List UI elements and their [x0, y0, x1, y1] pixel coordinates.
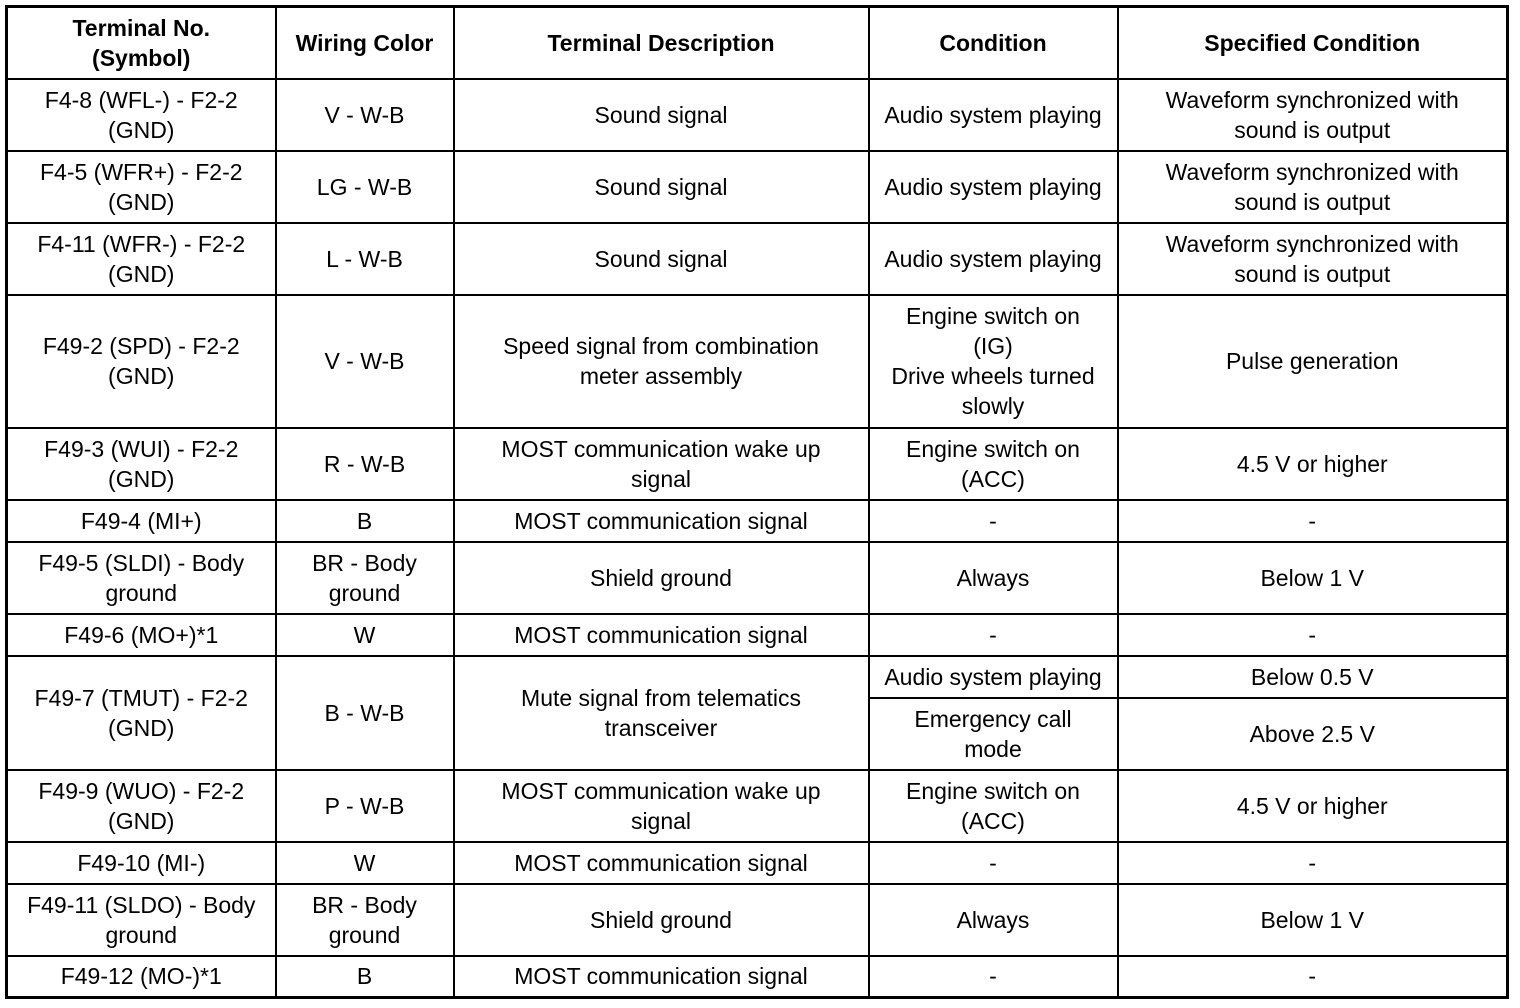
- cell-text: (GND): [108, 188, 175, 215]
- cell-text: Audio system playing: [884, 245, 1102, 272]
- header-row: [7, 7, 1508, 79]
- wiring-color-cell: [276, 956, 454, 998]
- terminal-cell: [7, 79, 276, 151]
- wiring-color-cell: [276, 770, 454, 842]
- table-row: [7, 542, 1508, 614]
- cell-text: F4-5 (WFR+) - F2-2: [39, 158, 243, 185]
- table-row: [7, 956, 1508, 998]
- cell-text: Mute signal from telematics: [521, 684, 801, 711]
- terminal-description-cell: [454, 295, 869, 428]
- cell-text: ground: [105, 579, 178, 606]
- terminal-description-cell: [454, 500, 869, 542]
- specified-condition-cell: [1118, 500, 1508, 542]
- specified-condition-cell: [1118, 884, 1508, 956]
- cell-text: F49-9 (WUO) - F2-2: [38, 777, 245, 804]
- cell-text: Audio system playing: [884, 101, 1102, 128]
- condition-cell: [869, 151, 1118, 223]
- condition-cell: [869, 428, 1118, 500]
- wiring-color-cell: [276, 884, 454, 956]
- specified-condition-cell: [1118, 428, 1508, 500]
- cell-text: Audio system playing: [884, 173, 1102, 200]
- table-row: [7, 79, 1508, 151]
- specified-condition-cell: [1118, 295, 1508, 428]
- wiring-color-cell: [276, 428, 454, 500]
- wiring-color-cell: [276, 656, 454, 770]
- cell-text: (GND): [108, 714, 175, 741]
- table-row: [7, 842, 1508, 884]
- terminal-cell: [7, 151, 276, 223]
- cell-text: Emergency call: [914, 705, 1072, 732]
- cell-text: V - W-B: [324, 101, 405, 128]
- terminal-cell: [7, 428, 276, 500]
- wiring-color-cell: [276, 223, 454, 295]
- cell-text: B: [356, 507, 373, 534]
- table-row: [7, 884, 1508, 956]
- cell-text: Shield ground: [590, 906, 732, 933]
- terminal-description-cell: [454, 542, 869, 614]
- cell-text: BR - Body: [312, 549, 417, 576]
- cell-text: MOST communication signal: [514, 849, 808, 876]
- cell-text: F49-4 (MI+): [80, 507, 202, 534]
- cell-text: sound is output: [1234, 260, 1391, 287]
- cell-text: F4-11 (WFR-) - F2-2: [37, 230, 246, 257]
- specified-condition-cell: [1118, 542, 1508, 614]
- terminal-description-cell: [454, 956, 869, 998]
- cell-text: signal: [630, 465, 692, 492]
- terminal-description-cell: [454, 884, 869, 956]
- cell-text: (GND): [108, 807, 175, 834]
- cell-text: P - W-B: [324, 792, 405, 819]
- cell-text: -: [1308, 507, 1317, 534]
- condition-cell: [869, 698, 1118, 770]
- table-row: [7, 500, 1508, 542]
- cell-text: MOST communication wake up: [501, 435, 821, 462]
- cell-text: Engine switch on: [906, 303, 1080, 329]
- cell-text: slowly: [961, 393, 1025, 419]
- cell-text: Drive wheels turned: [891, 363, 1095, 389]
- cell-text: F49-2 (SPD) - F2-2: [42, 333, 240, 359]
- specified-condition-cell: [1118, 151, 1508, 223]
- wiring-color-cell: [276, 79, 454, 151]
- table-row: [7, 614, 1508, 656]
- cell-text: -: [989, 621, 997, 648]
- table-row: [7, 295, 1508, 428]
- cell-text: Waveform synchronized with: [1165, 230, 1459, 257]
- condition-cell: [869, 956, 1118, 998]
- condition-cell: [869, 614, 1118, 656]
- specified-condition-cell: [1118, 956, 1508, 998]
- condition-cell: [869, 295, 1118, 428]
- cell-text: Always: [956, 564, 1030, 591]
- terminal-description-cell: [454, 770, 869, 842]
- cell-text: MOST communication wake up: [501, 777, 821, 804]
- table-row: [7, 223, 1508, 295]
- cell-text: 4.5 V or higher: [1236, 792, 1388, 819]
- cell-text: W: [353, 849, 376, 876]
- cell-text: B - W-B: [324, 699, 405, 726]
- cell-text: Above 2.5 V: [1249, 720, 1375, 747]
- wiring-color-cell: [276, 614, 454, 656]
- cell-text: F49-3 (WUI) - F2-2: [44, 435, 239, 462]
- cell-text: signal: [630, 807, 692, 834]
- cell-text: W: [353, 621, 376, 648]
- cell-text: -: [989, 849, 997, 876]
- header-wiring-color: Wiring Color: [276, 7, 454, 79]
- cell-text: LG - W-B: [316, 173, 413, 200]
- terminal-description-cell: [454, 79, 869, 151]
- cell-text: (GND): [108, 116, 175, 143]
- cell-text: F49-5 (SLDI) - Body: [38, 549, 245, 576]
- cell-text: MOST communication signal: [514, 963, 808, 990]
- condition-cell: [869, 79, 1118, 151]
- table-row: [7, 656, 1508, 698]
- cell-text: (IG): [973, 333, 1013, 359]
- cell-text: -: [989, 507, 997, 534]
- cell-text: (GND): [108, 465, 175, 492]
- condition-cell: [869, 656, 1118, 698]
- cell-text: Below 0.5 V: [1250, 663, 1374, 690]
- cell-text: MOST communication signal: [514, 507, 808, 534]
- condition-cell: [869, 842, 1118, 884]
- cell-text: B: [356, 963, 373, 990]
- header-specified-condition: Specified Condition: [1118, 7, 1508, 79]
- terminal-description-cell: [454, 614, 869, 656]
- header-condition: Condition: [869, 7, 1118, 79]
- specified-condition-cell: [1118, 656, 1508, 698]
- terminal-description-cell: [454, 842, 869, 884]
- cell-text: Sound signal: [594, 245, 728, 272]
- cell-text: Sound signal: [594, 173, 728, 200]
- table-row: [7, 770, 1508, 842]
- terminal-cell: [7, 656, 276, 770]
- cell-text: (ACC): [961, 807, 1025, 834]
- specified-condition-cell: [1118, 223, 1508, 295]
- cell-text: -: [1308, 849, 1317, 876]
- terminal-table: [5, 5, 1509, 999]
- cell-text: meter assembly: [579, 363, 743, 389]
- cell-text: Below 1 V: [1260, 906, 1365, 933]
- wiring-color-cell: [276, 542, 454, 614]
- cell-text: 4.5 V or higher: [1236, 450, 1388, 477]
- cell-text: Speed signal from combination: [503, 333, 819, 359]
- condition-cell: [869, 542, 1118, 614]
- cell-text: mode: [964, 735, 1022, 762]
- cell-text: BR - Body: [312, 891, 417, 918]
- cell-text: F49-6 (MO+)*1: [64, 621, 219, 648]
- terminal-cell: [7, 770, 276, 842]
- terminal-cell: [7, 842, 276, 884]
- cell-text: L - W-B: [326, 245, 403, 272]
- cell-text: ground: [328, 579, 401, 606]
- wiring-color-cell: [276, 151, 454, 223]
- cell-text: Audio system playing: [884, 663, 1102, 690]
- cell-text: Sound signal: [594, 101, 728, 128]
- cell-text: Pulse generation: [1225, 348, 1399, 374]
- cell-text: F49-7 (TMUT) - F2-2: [34, 684, 248, 711]
- terminal-cell: [7, 542, 276, 614]
- terminal-cell: [7, 956, 276, 998]
- cell-text: V - W-B: [324, 348, 405, 374]
- cell-text: F49-11 (SLDO) - Body: [27, 891, 256, 918]
- terminal-cell: [7, 500, 276, 542]
- specified-condition-cell: [1118, 698, 1508, 770]
- cell-text: (GND): [108, 260, 175, 287]
- specified-condition-cell: [1118, 614, 1508, 656]
- cell-text: MOST communication signal: [514, 621, 808, 648]
- cell-text: Always: [956, 906, 1030, 933]
- cell-text: F49-12 (MO-)*1: [60, 963, 222, 990]
- cell-text: R - W-B: [323, 450, 406, 477]
- condition-cell: [869, 884, 1118, 956]
- wiring-color-cell: [276, 500, 454, 542]
- header-terminal-description: Terminal Description: [454, 7, 869, 79]
- cell-text: -: [1308, 621, 1317, 648]
- terminal-description-cell: [454, 428, 869, 500]
- wiring-color-cell: [276, 295, 454, 428]
- wiring-color-cell: [276, 842, 454, 884]
- condition-cell: [869, 223, 1118, 295]
- cell-text: sound is output: [1234, 188, 1391, 215]
- cell-text: ground: [105, 921, 178, 948]
- table-row: [7, 428, 1508, 500]
- table-row: [7, 151, 1508, 223]
- cell-text: (GND): [108, 363, 175, 389]
- cell-text: Below 1 V: [1260, 564, 1365, 591]
- cell-text: (ACC): [961, 465, 1025, 492]
- specified-condition-cell: [1118, 79, 1508, 151]
- terminal-cell: [7, 295, 276, 428]
- cell-text: Engine switch on: [906, 435, 1080, 462]
- cell-text: F49-10 (MI-): [77, 849, 206, 876]
- terminal-cell: [7, 223, 276, 295]
- cell-text: -: [1308, 963, 1317, 990]
- terminal-description-cell: [454, 223, 869, 295]
- cell-text: transceiver: [604, 714, 718, 741]
- condition-cell: [869, 770, 1118, 842]
- cell-text: -: [989, 963, 997, 990]
- header-terminal: Terminal No. (Symbol): [7, 7, 276, 79]
- terminal-cell: [7, 614, 276, 656]
- condition-cell: [869, 500, 1118, 542]
- cell-text: ground: [328, 921, 401, 948]
- cell-text: Waveform synchronized with: [1165, 158, 1459, 185]
- cell-text: sound is output: [1234, 116, 1391, 143]
- specified-condition-cell: [1118, 770, 1508, 842]
- specified-condition-cell: [1118, 842, 1508, 884]
- terminal-description-cell: [454, 151, 869, 223]
- cell-text: F4-8 (WFL-) - F2-2: [44, 86, 238, 113]
- terminal-description-cell: [454, 656, 869, 770]
- terminal-cell: [7, 884, 276, 956]
- cell-text: Shield ground: [590, 564, 732, 591]
- cell-text: Engine switch on: [906, 777, 1080, 804]
- cell-text: Waveform synchronized with: [1165, 86, 1459, 113]
